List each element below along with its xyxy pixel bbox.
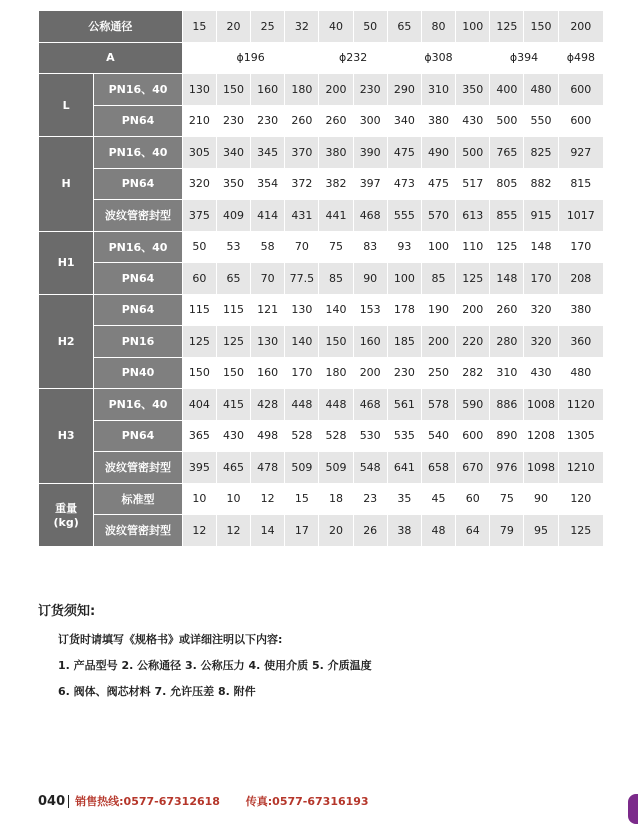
- table-cell: 14: [251, 515, 285, 547]
- row-sublabel: PN16: [94, 326, 182, 358]
- table-cell: 882: [524, 168, 558, 200]
- table-cell: 370: [285, 137, 319, 169]
- notes-items-1: 1. 产品型号 2. 公称通径 3. 公称压力 4. 使用介质 5. 介质温度: [58, 659, 372, 672]
- table-cell: 765: [490, 137, 524, 169]
- table-cell: 75: [319, 231, 353, 263]
- table-cell: 509: [285, 452, 319, 484]
- table-cell: 26: [353, 515, 387, 547]
- table-row: [39, 326, 604, 358]
- table-cell: 1017: [558, 200, 603, 232]
- table-cell: 50: [182, 231, 216, 263]
- table-cell: 85: [319, 263, 353, 295]
- table-row: [39, 483, 604, 515]
- table-cell: 115: [182, 294, 216, 326]
- table-cell: 178: [387, 294, 421, 326]
- table-row: [39, 294, 604, 326]
- table-cell: 15: [285, 483, 319, 515]
- table-cell: 473: [387, 168, 421, 200]
- weight-label: 重量: [55, 502, 78, 515]
- table-cell: 83: [353, 231, 387, 263]
- table-row: [39, 11, 604, 43]
- table-cell: 150: [182, 357, 216, 389]
- table-cell: 125: [490, 11, 524, 43]
- table-cell: 300: [353, 105, 387, 137]
- table-cell: 1305: [558, 420, 603, 452]
- table-cell: 1208: [524, 420, 558, 452]
- table-cell: 64: [456, 515, 490, 547]
- table-cell: 150: [524, 11, 558, 43]
- table-cell: 185: [387, 326, 421, 358]
- fax-number: 传真:0577-67316193: [245, 795, 369, 808]
- weight-unit: (kg): [53, 516, 79, 529]
- table-cell: 170: [285, 357, 319, 389]
- table-cell: 517: [456, 168, 490, 200]
- table-cell: 282: [456, 357, 490, 389]
- table-cell: 70: [251, 263, 285, 295]
- table-cell: 890: [490, 420, 524, 452]
- table-cell: 805: [490, 168, 524, 200]
- table-cell: 414: [251, 200, 285, 232]
- row-sublabel: PN16、40: [94, 231, 182, 263]
- page-tab-marker: [628, 794, 638, 824]
- row-label-dn: 公称通径: [39, 11, 183, 43]
- table-cell: ϕ232: [319, 42, 387, 74]
- table-cell: 375: [182, 200, 216, 232]
- table-cell: 150: [319, 326, 353, 358]
- row-sublabel: 波纹管密封型: [94, 200, 182, 232]
- table-cell: 397: [353, 168, 387, 200]
- table-cell: 320: [524, 326, 558, 358]
- table-cell: 45: [421, 483, 455, 515]
- table-cell: 590: [456, 389, 490, 421]
- table-cell: 60: [456, 483, 490, 515]
- table-cell: 48: [421, 515, 455, 547]
- table-cell: 95: [524, 515, 558, 547]
- table-cell: 160: [251, 74, 285, 106]
- table-cell: 130: [251, 326, 285, 358]
- table-row: [39, 42, 604, 74]
- table-cell: 20: [216, 11, 250, 43]
- table-cell: 600: [558, 105, 603, 137]
- table-cell: 153: [353, 294, 387, 326]
- table-cell: 550: [524, 105, 558, 137]
- table-cell: 540: [421, 420, 455, 452]
- table-cell: 498: [251, 420, 285, 452]
- table-cell: 340: [216, 137, 250, 169]
- table-row: [39, 515, 604, 547]
- page-number: 040: [38, 794, 66, 809]
- table-cell: 641: [387, 452, 421, 484]
- sales-hotline: 销售热线:0577-67312618: [75, 795, 220, 808]
- table-cell: 415: [216, 389, 250, 421]
- row-label-a: A: [39, 42, 183, 74]
- table-cell: 125: [456, 263, 490, 295]
- table-cell: 500: [456, 137, 490, 169]
- table-cell: 380: [558, 294, 603, 326]
- table-cell: 50: [353, 11, 387, 43]
- table-cell: 561: [387, 389, 421, 421]
- table-cell: 93: [387, 231, 421, 263]
- table-cell: 190: [421, 294, 455, 326]
- table-row: [39, 389, 604, 421]
- table-cell: 160: [353, 326, 387, 358]
- table-cell: 210: [182, 105, 216, 137]
- table-cell: 400: [490, 74, 524, 106]
- table-cell: 441: [319, 200, 353, 232]
- table-cell: 208: [558, 263, 603, 295]
- table-cell: 17: [285, 515, 319, 547]
- table-cell: 976: [490, 452, 524, 484]
- table-cell: 528: [285, 420, 319, 452]
- table-cell: 200: [456, 294, 490, 326]
- table-cell: 475: [421, 168, 455, 200]
- table-cell: 658: [421, 452, 455, 484]
- table-cell: 120: [558, 483, 603, 515]
- table-cell: 79: [490, 515, 524, 547]
- table-cell: 160: [251, 357, 285, 389]
- table-cell: 430: [524, 357, 558, 389]
- table-cell: 927: [558, 137, 603, 169]
- table-cell: 150: [216, 74, 250, 106]
- table-cell: 20: [319, 515, 353, 547]
- table-cell: 130: [285, 294, 319, 326]
- table-cell: 150: [216, 357, 250, 389]
- row-sublabel: PN16、40: [94, 389, 182, 421]
- table-cell: 230: [353, 74, 387, 106]
- row-sublabel: PN64: [94, 420, 182, 452]
- table-cell: 310: [421, 74, 455, 106]
- table-cell: 509: [319, 452, 353, 484]
- table-cell: 38: [387, 515, 421, 547]
- table-cell: 180: [319, 357, 353, 389]
- table-cell: 32: [285, 11, 319, 43]
- table-cell: 170: [524, 263, 558, 295]
- table-cell: 125: [182, 326, 216, 358]
- table-cell: 360: [558, 326, 603, 358]
- table-cell: 65: [216, 263, 250, 295]
- table-cell: 380: [319, 137, 353, 169]
- table-cell: 200: [319, 74, 353, 106]
- table-cell: 260: [490, 294, 524, 326]
- row-sublabel: PN16、40: [94, 137, 182, 169]
- table-cell: 600: [456, 420, 490, 452]
- table-row: [39, 231, 604, 263]
- table-cell: 220: [456, 326, 490, 358]
- table-cell: 180: [285, 74, 319, 106]
- table-cell: 230: [251, 105, 285, 137]
- table-cell: 548: [353, 452, 387, 484]
- table-cell: 372: [285, 168, 319, 200]
- table-cell: 354: [251, 168, 285, 200]
- table-cell: 350: [456, 74, 490, 106]
- row-group-h2: H2: [39, 294, 94, 389]
- table-cell: 40: [319, 11, 353, 43]
- table-cell: 430: [456, 105, 490, 137]
- table-cell: 365: [182, 420, 216, 452]
- table-cell: 12: [216, 515, 250, 547]
- table-cell: 345: [251, 137, 285, 169]
- table-cell: 60: [182, 263, 216, 295]
- order-notes: [38, 600, 372, 709]
- table-cell: 200: [353, 357, 387, 389]
- table-cell: 125: [490, 231, 524, 263]
- table-cell: 320: [524, 294, 558, 326]
- table-cell: 148: [490, 263, 524, 295]
- table-cell: 490: [421, 137, 455, 169]
- table-cell: 100: [456, 11, 490, 43]
- table-row: [39, 357, 604, 389]
- table-cell: 125: [558, 515, 603, 547]
- row-sublabel: PN64: [94, 105, 182, 137]
- table-cell: 290: [387, 74, 421, 106]
- table-cell: 815: [558, 168, 603, 200]
- row-sublabel: PN40: [94, 357, 182, 389]
- table-cell: 480: [558, 357, 603, 389]
- table-cell: 130: [182, 74, 216, 106]
- table-cell: ϕ394: [490, 42, 558, 74]
- table-cell: 100: [421, 231, 455, 263]
- table-cell: 200: [558, 11, 603, 43]
- row-group-weight: [39, 483, 94, 546]
- table-cell: 468: [353, 389, 387, 421]
- table-cell: 886: [490, 389, 524, 421]
- table-cell: 10: [216, 483, 250, 515]
- table-row: [39, 263, 604, 295]
- table-cell: 428: [251, 389, 285, 421]
- table-cell: 500: [490, 105, 524, 137]
- table-cell: 468: [353, 200, 387, 232]
- table-cell: 280: [490, 326, 524, 358]
- table-cell: 448: [319, 389, 353, 421]
- table-cell: 320: [182, 168, 216, 200]
- row-sublabel: PN64: [94, 294, 182, 326]
- table-cell: 70: [285, 231, 319, 263]
- page-footer: [38, 793, 369, 809]
- table-row: [39, 74, 604, 106]
- table-cell: 12: [182, 515, 216, 547]
- table-cell: 409: [216, 200, 250, 232]
- table-cell: 90: [524, 483, 558, 515]
- table-cell: 230: [387, 357, 421, 389]
- table-cell: 80: [421, 11, 455, 43]
- table-cell: 90: [353, 263, 387, 295]
- table-cell: 570: [421, 200, 455, 232]
- table-cell: 1008: [524, 389, 558, 421]
- table-cell: 260: [285, 105, 319, 137]
- table-cell: 555: [387, 200, 421, 232]
- table-cell: 10: [182, 483, 216, 515]
- table-row: [39, 200, 604, 232]
- table-cell: 825: [524, 137, 558, 169]
- row-group-h3: H3: [39, 389, 94, 484]
- table-cell: 915: [524, 200, 558, 232]
- table-row: [39, 168, 604, 200]
- table-cell: 121: [251, 294, 285, 326]
- table-cell: 855: [490, 200, 524, 232]
- table-cell: 140: [285, 326, 319, 358]
- table-cell: 15: [182, 11, 216, 43]
- table-cell: 382: [319, 168, 353, 200]
- table-cell: 75: [490, 483, 524, 515]
- table-cell: 475: [387, 137, 421, 169]
- table-cell: 1098: [524, 452, 558, 484]
- table-cell: 530: [353, 420, 387, 452]
- notes-title: 订货须知:: [38, 604, 96, 619]
- table-cell: 448: [285, 389, 319, 421]
- table-cell: 465: [216, 452, 250, 484]
- row-sublabel: PN64: [94, 168, 182, 200]
- table-cell: 350: [216, 168, 250, 200]
- table-cell: 1210: [558, 452, 603, 484]
- table-cell: 140: [319, 294, 353, 326]
- row-sublabel: PN64: [94, 263, 182, 295]
- table-cell: ϕ498: [558, 42, 603, 74]
- table-cell: 53: [216, 231, 250, 263]
- table-cell: 390: [353, 137, 387, 169]
- table-cell: 478: [251, 452, 285, 484]
- row-sublabel: 波纹管密封型: [94, 452, 182, 484]
- table-cell: 230: [216, 105, 250, 137]
- table-cell: 35: [387, 483, 421, 515]
- table-cell: 65: [387, 11, 421, 43]
- table-cell: 431: [285, 200, 319, 232]
- row-group-l: L: [39, 74, 94, 137]
- footer-divider: [68, 795, 69, 808]
- table-cell: 670: [456, 452, 490, 484]
- table-row: [39, 420, 604, 452]
- table-cell: 18: [319, 483, 353, 515]
- table-cell: 578: [421, 389, 455, 421]
- table-cell: 110: [456, 231, 490, 263]
- table-cell: 25: [251, 11, 285, 43]
- table-cell: 480: [524, 74, 558, 106]
- row-sublabel: PN16、40: [94, 74, 182, 106]
- table-row: [39, 452, 604, 484]
- row-group-h: H: [39, 137, 94, 232]
- row-sublabel: 标准型: [94, 483, 182, 515]
- table-cell: 1120: [558, 389, 603, 421]
- table-cell: 340: [387, 105, 421, 137]
- table-cell: 430: [216, 420, 250, 452]
- spec-table: [38, 10, 604, 547]
- table-cell: 250: [421, 357, 455, 389]
- table-cell: 310: [490, 357, 524, 389]
- table-cell: 404: [182, 389, 216, 421]
- table-cell: 125: [216, 326, 250, 358]
- table-cell: 305: [182, 137, 216, 169]
- row-group-h1: H1: [39, 231, 94, 294]
- table-cell: 528: [319, 420, 353, 452]
- table-cell: 77.5: [285, 263, 319, 295]
- table-cell: 613: [456, 200, 490, 232]
- table-cell: 58: [251, 231, 285, 263]
- table-cell: 380: [421, 105, 455, 137]
- table-cell: 260: [319, 105, 353, 137]
- table-row: [39, 137, 604, 169]
- notes-intro: 订货时请填写《规格书》或详细注明以下内容:: [58, 633, 283, 646]
- table-cell: 170: [558, 231, 603, 263]
- table-cell: 85: [421, 263, 455, 295]
- table-cell: 600: [558, 74, 603, 106]
- table-cell: 395: [182, 452, 216, 484]
- table-cell: 535: [387, 420, 421, 452]
- table-cell: 23: [353, 483, 387, 515]
- table-cell: 100: [387, 263, 421, 295]
- table-cell: 200: [421, 326, 455, 358]
- table-cell: 115: [216, 294, 250, 326]
- table-cell: 148: [524, 231, 558, 263]
- table-cell: ϕ308: [387, 42, 490, 74]
- table-cell: 12: [251, 483, 285, 515]
- notes-items-2: 6. 阀体、阀芯材料 7. 允许压差 8. 附件: [58, 685, 256, 698]
- table-cell: ϕ196: [182, 42, 319, 74]
- row-sublabel: 波纹管密封型: [94, 515, 182, 547]
- table-row: [39, 105, 604, 137]
